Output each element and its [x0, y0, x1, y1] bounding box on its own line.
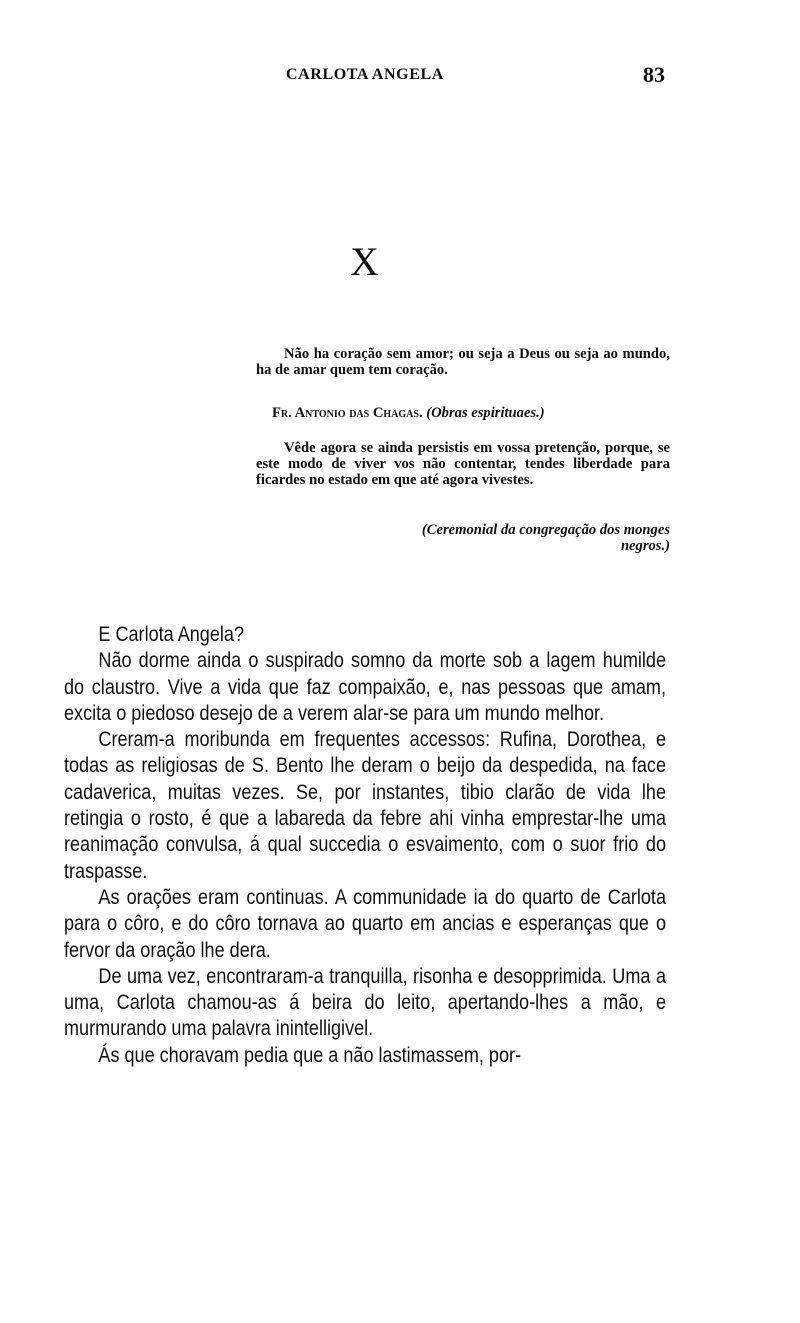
body-paragraph: Creram-a moribunda em frequentes accessos: Rufina, Dorothea, e todas as religiosas de S. Bento lhe deram o beijo da despedida, na face cadaverica, muitas vezes. Se, por instantes, tibio clarão de vida lhe retingia o rosto, é que a labareda da febre ahi vinha emprestar-lhe uma reanimação convulsa, á qual succedia o esvaimento, com o suor frio do traspasse. [64, 728, 666, 883]
epigraph-1-attribution [272, 405, 545, 421]
body-paragraph: Não dorme ainda o suspirado somno da morte sob a lagem humilde do claustro. Vive a vida que faz compaixão, e, nas pessoas que amam, excita o piedoso desejo de a verem alar-se para um mundo melhor. [64, 649, 666, 725]
chapter-number: X [350, 239, 379, 284]
body-paragraph: De uma vez, encontraram-a tranquilla, risonha e desopprimida. Uma a uma, Carlota chamou-as á beira do leito, apertando-lhes a mão, e murmurando uma palavra inintelligivel. [64, 964, 666, 1041]
epigraph-1-author: Fr. Antonio das Chagas. [272, 405, 423, 421]
body-paragraph: Ás que choravam pedia que a não lastimassem, por- [98, 1043, 522, 1067]
epigraph-1-text: Não ha coração sem amor; ou seja a Deus ou seja ao mundo, ha de amar quem tem coração. [256, 346, 670, 379]
epigraph-2-text: Vêde agora se ainda persistis em vossa pretenção, porque, se este modo de viver vos não contentar, tendes liberdade para ficardes no estado em que até agora vivestes. [256, 440, 670, 489]
body-paragraph: E Carlota Angela? [98, 623, 244, 646]
epigraph-2 [256, 440, 670, 489]
epigraph-2-work: (Ceremonial da congregação dos monges negros.) [421, 522, 670, 555]
chapter-body [64, 622, 666, 1069]
epigraph-2-attribution [382, 522, 670, 554]
page-number: 83 [643, 62, 665, 87]
epigraph-1-work: (Obras espirituaes.) [426, 405, 545, 421]
body-paragraph: As orações eram continuas. A communidade ia do quarto de Carlota para o côro, e do côro tornava ao quarto em ancias e esperanças que o fervor da oração lhe dera. [64, 885, 666, 962]
running-title: CARLOTA ANGELA [286, 66, 444, 83]
epigraph-1 [256, 346, 670, 378]
